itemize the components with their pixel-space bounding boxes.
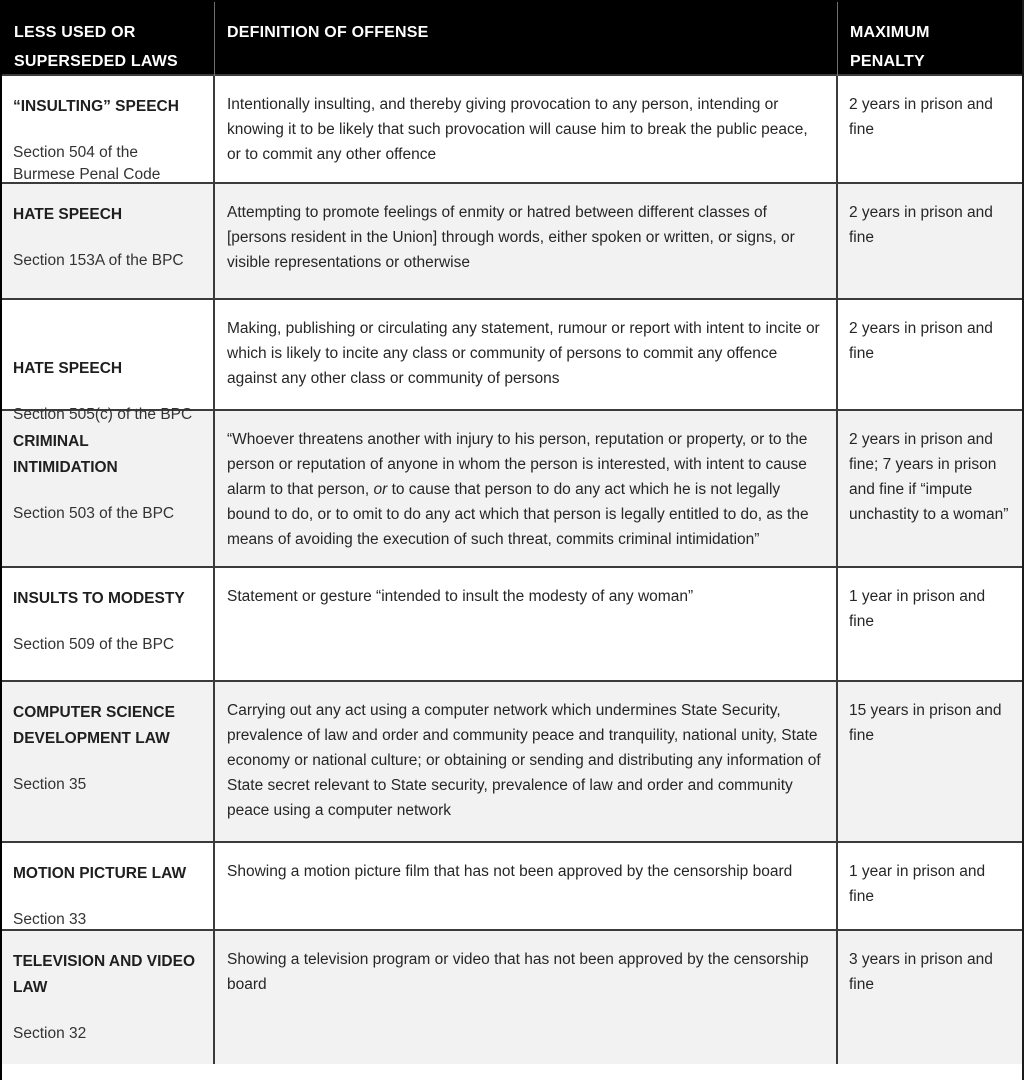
definition-text-italic: or [373, 481, 388, 498]
table-row [2, 680, 1022, 841]
definition-text: Attempting to promote feelings of enmity or hatred between different classes of [persons resident in the Union] through words, either spoken or written, or signs, or visible representations or otherwise [227, 204, 795, 271]
law-cell [2, 682, 215, 841]
penalty-cell [838, 568, 1022, 680]
law-title: CRIMINAL INTIMIDATION [13, 433, 118, 476]
law-title: HATE SPEECH [13, 360, 123, 377]
law-section: Section 509 of the BPC [13, 636, 175, 653]
law-section: Section 35 [13, 776, 87, 793]
penalty-text: 2 years in prison and fine [849, 320, 993, 362]
definition-text-part: to cause that person to do any act which he is not legally bound to do, or to omit to do any act which that person is legally entitled to do, as the means of avoiding the execution of such threat, commits criminal intimidation” [227, 481, 809, 548]
table-header-row [2, 0, 1022, 74]
definition-text-part: “Whoever threatens another with injury to his person, reputation or property, or to the person or reputation of anyone in whom the person is interested, with intent to cause alarm to that person, [227, 431, 808, 498]
law-cell [2, 843, 215, 937]
law-cell [2, 184, 215, 298]
law-cell [2, 411, 215, 566]
definition-text: Statement or gesture “intended to insult the modesty of any woman” [227, 588, 694, 605]
table-row [2, 566, 1022, 680]
penalty-text: 1 year in prison and fine [849, 863, 986, 905]
penalty-cell [838, 184, 1022, 298]
table-row [2, 298, 1022, 423]
penalty-text: 2 years in prison and fine [849, 204, 993, 246]
law-title: TELEVISION AND VIDEO LAW [13, 953, 196, 996]
definition-cell [215, 931, 838, 1064]
law-section: Section 153A of the BPC [13, 252, 184, 269]
law-title: “INSULTING” SPEECH [13, 98, 179, 115]
definition-cell [215, 411, 838, 566]
penalty-text: 2 years in prison and fine; 7 years in prison and fine if “impute unchastity to a woman” [849, 431, 1009, 523]
law-cell [2, 76, 215, 192]
law-cell [2, 568, 215, 680]
law-title: INSULTS TO MODESTY [13, 590, 185, 607]
header-cell-definition [215, 2, 838, 76]
definition-text: Showing a television program or video that has not been approved by the censorship board [227, 951, 809, 993]
penalty-text: 1 year in prison and fine [849, 588, 986, 630]
definition-cell [215, 76, 838, 192]
penalty-cell [838, 843, 1022, 937]
table-row [2, 841, 1022, 929]
law-section: Section 32 [13, 1025, 87, 1042]
penalty-cell [838, 682, 1022, 841]
penalty-cell [838, 76, 1022, 192]
penalty-text: 15 years in prison and fine [849, 702, 1002, 744]
definition-cell [215, 682, 838, 841]
column-header-label: DEFINITION OF OFFENSE [227, 24, 429, 41]
definition-text: Carrying out any act using a computer network which undermines State Security, prevalence of law and order and community peace and tranquility, national unity, State economy or national culture; or obtaining or sending and distributing any information of State secret relevant to State security, prevalence of law and order and community peace using a computer network [227, 702, 821, 819]
law-title: COMPUTER SCIENCE DEVELOPMENT LAW [13, 704, 175, 747]
column-header-label: MAXIMUM PENALTY [850, 24, 930, 70]
penalty-text: 3 years in prison and fine [849, 951, 993, 993]
definition-text: Showing a motion picture film that has not been approved by the censorship board [227, 863, 793, 880]
table-row [2, 182, 1022, 298]
definition-cell [215, 843, 838, 937]
header-cell-laws [2, 2, 215, 76]
penalty-text: 2 years in prison and fine [849, 96, 993, 138]
column-header-label: LESS USED OR SUPERSEDED LAWS [14, 24, 178, 70]
law-section: Section 503 of the BPC [13, 505, 175, 522]
law-title: HATE SPEECH [13, 206, 123, 223]
table-row [2, 74, 1022, 182]
definition-text: Making, publishing or circulating any statement, rumour or report with intent to incite or which is likely to incite any class or community of persons to commit any offence against any other class or community of persons [227, 320, 820, 387]
definition-text [227, 427, 822, 552]
penalty-cell [838, 411, 1022, 566]
law-section: Section 504 of the Burmese Penal Code [13, 144, 161, 183]
law-cell [2, 931, 215, 1064]
penalty-cell [838, 931, 1022, 1064]
law-section: Section 33 [13, 911, 87, 928]
definition-cell [215, 568, 838, 680]
table-row [2, 409, 1022, 566]
definition-text: Intentionally insulting, and thereby giving provocation to any person, intending or knowing it to be likely that such provocation will cause him to break the public peace, or to commit any other offence [227, 96, 808, 163]
law-title: MOTION PICTURE LAW [13, 865, 187, 882]
header-cell-penalty [838, 2, 1022, 76]
table-row [2, 929, 1022, 1064]
law-section: Section 505(c) of the BPC [13, 406, 193, 423]
definition-cell [215, 184, 838, 298]
